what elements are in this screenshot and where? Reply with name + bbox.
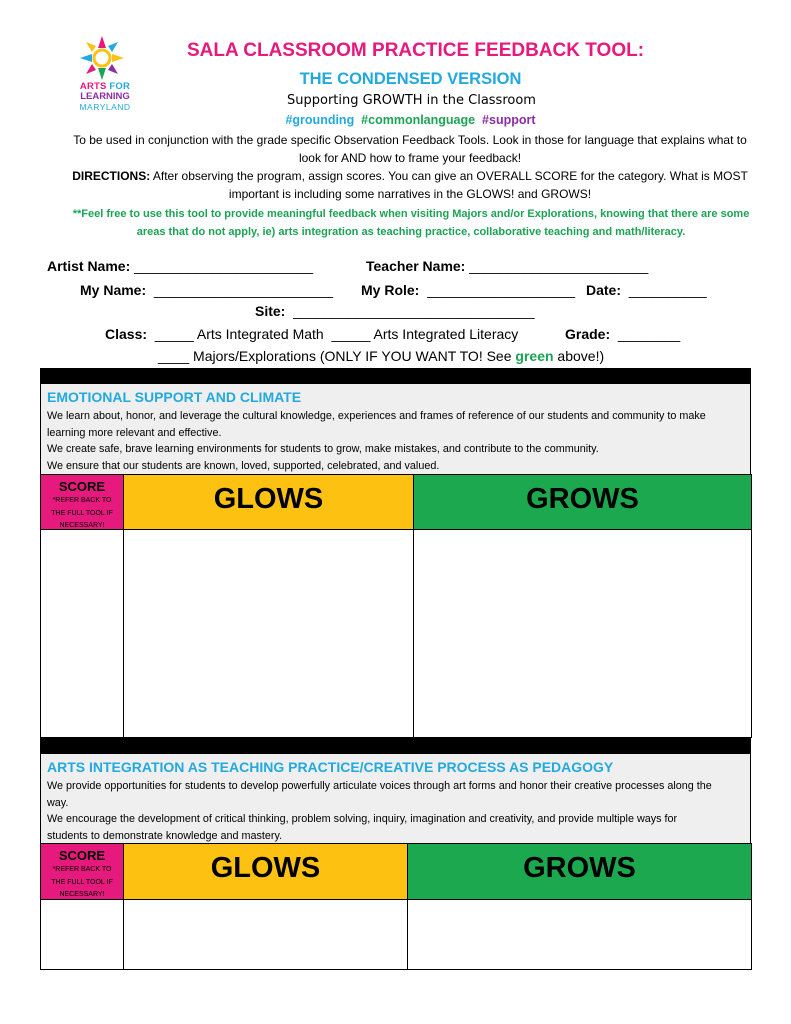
artist-name-blank[interactable]: _______________________ xyxy=(130,258,314,274)
score-note: *REFER BACK TO xyxy=(52,866,112,873)
usage-line: To be used in conjunction with the grade specific Observation Feedback Tools. Look in those for language that explains what to xyxy=(73,133,747,147)
majors-option[interactable]: ____ Majors/Explorations (ONLY IF YOU WANT TO! See xyxy=(158,348,516,364)
hashtag-commonlanguage: #commonlanguage xyxy=(361,113,476,127)
directions-line: After observing the program, assign scores. You can give an OVERALL SCORE for the category. What is MOST xyxy=(150,169,748,183)
section-title: ARTS INTEGRATION AS TEACHING PRACTICE/CREATIVE PROCESS AS PEDAGOGY xyxy=(47,759,614,775)
site-blank[interactable]: _______________________________ xyxy=(285,303,535,319)
section-divider xyxy=(40,738,751,754)
class-math-option[interactable]: _____ Arts Integrated Math xyxy=(147,326,324,342)
section-line: We provide opportunities for students to develop powerfully articulate voices through art forms and honor their creative processes along the xyxy=(47,780,712,792)
class-label: Class: xyxy=(105,326,148,342)
page-title: SALA CLASSROOM PRACTICE FEEDBACK TOOL: xyxy=(186,40,645,61)
page-subtitle: THE CONDENSED VERSION xyxy=(299,70,522,88)
grows-input-cell[interactable] xyxy=(414,530,751,737)
grows-header: GROWS xyxy=(414,475,751,529)
usage-line: look for AND how to frame your feedback! xyxy=(298,151,522,165)
directions-label: DIRECTIONS: xyxy=(72,169,151,183)
score-input-cell[interactable] xyxy=(41,530,123,737)
majors-green-word: green xyxy=(515,348,554,364)
section-arts-integration xyxy=(40,754,751,844)
my-role-blank[interactable]: ___________________ xyxy=(419,282,576,298)
glows-input-cell[interactable] xyxy=(124,530,413,737)
score-header xyxy=(41,844,123,899)
majors-field[interactable] xyxy=(158,348,604,364)
section-line: We encourage the development of critical thinking, problem solving, inquiry, imagination and creativity, and provide multiple ways for xyxy=(47,813,678,825)
glows-header: GLOWS xyxy=(124,475,413,529)
logo-text-maryland: MARYLAND xyxy=(79,102,131,112)
my-role-field[interactable] xyxy=(361,282,575,298)
score-label: SCORE xyxy=(58,479,106,494)
majors-end: above!) xyxy=(553,348,605,364)
note-line: **Feel free to use this tool to provide meaningful feedback when visiting Majors and/or Explorations, knowing that there are some xyxy=(72,208,750,220)
section-divider xyxy=(40,368,751,384)
logo-text-learning: LEARNING xyxy=(80,91,130,102)
feedback-table xyxy=(40,474,752,738)
score-header xyxy=(41,475,123,529)
hashtags xyxy=(0,113,791,127)
teacher-name-field[interactable] xyxy=(366,258,648,274)
directions xyxy=(50,167,770,203)
score-note: NECESSARY! xyxy=(59,891,105,898)
section-line: We ensure that our students are known, loved, supported, celebrated, and valued. xyxy=(47,459,440,472)
score-input-cell[interactable] xyxy=(41,900,123,969)
directions-line: important is including some narratives in the GLOWS! and GROWS! xyxy=(228,187,592,201)
score-label: SCORE xyxy=(58,848,106,863)
grows-input-cell[interactable] xyxy=(408,900,751,969)
score-note: *REFER BACK TO xyxy=(52,497,112,504)
my-name-blank[interactable]: _______________________ xyxy=(146,282,334,298)
grade-field[interactable] xyxy=(565,326,680,342)
teacher-name-label: Teacher Name: xyxy=(366,258,466,274)
feedback-table xyxy=(40,843,752,970)
class-field[interactable] xyxy=(105,326,518,342)
section-line: students to demonstrate knowledge and mastery. xyxy=(47,829,283,842)
logo-text-for: FOR xyxy=(109,81,131,92)
section-title: EMOTIONAL SUPPORT AND CLIMATE xyxy=(47,389,302,405)
score-note: NECESSARY! xyxy=(59,522,105,529)
tagline: Supporting GROWTH in the Classroom xyxy=(287,93,536,108)
date-blank[interactable]: __________ xyxy=(621,282,707,298)
section-line: We create safe, brave learning environments for students to grow, make mistakes, and contribute to the community. xyxy=(47,443,599,455)
score-note: THE FULL TOOL IF xyxy=(51,878,113,886)
my-name-label: My Name: xyxy=(80,282,147,298)
grows-header: GROWS xyxy=(408,844,751,899)
date-field[interactable] xyxy=(586,282,707,298)
artist-name-field[interactable] xyxy=(47,258,313,274)
site-field[interactable] xyxy=(255,303,535,319)
teacher-name-blank[interactable]: _______________________ xyxy=(465,258,649,274)
section-line: way. xyxy=(47,796,69,809)
section-line: We learn about, honor, and leverage the cultural knowledge, experiences and frames of reference of our students and community to make xyxy=(47,410,706,422)
note-line: areas that do not apply, ie) arts integration as teaching practice, collaborative teaching and math/literacy. xyxy=(136,226,686,238)
hashtag-grounding: #grounding xyxy=(285,113,355,127)
grade-blank[interactable]: ________ xyxy=(610,326,681,342)
usage-note xyxy=(50,131,770,167)
artist-name-label: Artist Name: xyxy=(47,258,131,274)
section-emotional-support xyxy=(40,384,751,475)
glows-input-cell[interactable] xyxy=(124,900,407,969)
glows-header: GLOWS xyxy=(124,844,407,899)
logo-text-arts: ARTS xyxy=(79,81,107,92)
my-role-label: My Role: xyxy=(361,282,420,298)
my-name-field[interactable] xyxy=(80,282,333,298)
score-note: THE FULL TOOL IF xyxy=(51,509,113,517)
grade-label: Grade: xyxy=(565,326,611,342)
hashtag-support: #support xyxy=(482,113,536,127)
majors-explorations-note xyxy=(48,205,774,241)
class-literacy-option[interactable]: _____ Arts Integrated Literacy xyxy=(323,326,519,342)
date-label: Date: xyxy=(586,282,622,298)
site-label: Site: xyxy=(255,303,286,319)
section-line: learning more relevant and effective. xyxy=(47,426,222,439)
